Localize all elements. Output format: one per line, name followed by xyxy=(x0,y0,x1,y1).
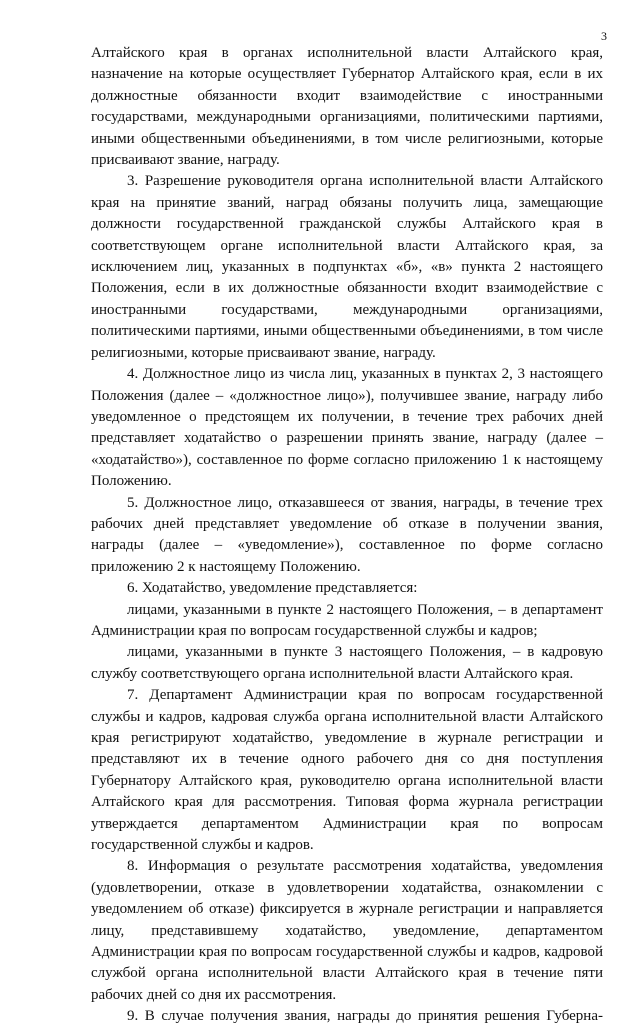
paragraph: 5. Должностное лицо, отказавшееся от звания, награды, в течение трех рабочих дней представляет уведомление об отказе в получении звания, награды (далее – «уведомление»), составленное по форме согласно приложению 2 к настоящему Положению. xyxy=(91,494,603,575)
paragraph: лицами, указанными в пункте 2 настоящего Положения, – в департамент Администрации края по вопросам государственной службы и кадров; xyxy=(91,601,603,639)
paragraph: 9. В случае получения звания, награды до принятия решения Губерна- xyxy=(127,1008,603,1025)
paragraph: 8. Информация о результате рассмотрения ходатайства, уведомления (удовлетворении, отказе в удовлетворении ходатайства, ознакомлении с уведомлением об отказе) фиксируется в журнале регистрации и направляется лицу, представившему ходатайство, уведомление, департаментом Администрации края по вопросам государственной службы и кадров, кадровой службой органа исполнительной власти Алтайского края в течение пяти рабочих дней со дня их рассмотрения. xyxy=(91,858,603,1003)
page-number: 3 xyxy=(601,29,607,43)
paragraph: лицами, указанными в пункте 3 настоящего Положения, – в кадровую службу соответствующего органа исполнительной власти Алтайского края. xyxy=(91,644,603,682)
document-body xyxy=(91,43,603,1028)
paragraph: 3. Разрешение руководителя органа исполнительной власти Алтайского края на принятие званий, наград обязаны получить лица, замещающие должности государственной гражданской службы Алтайского края в соответствующем органе исполнительной власти Алтайского края, за исключением лиц, указанных в подпунктах «б», «в» пункта 2 настоящего Положения, если в их должностные обязанности входит взаимодействие с иностранными государствами, международными организациями, политическими партиями, иными общественными объединениями, в том числе религиозными, которые присваивают звание, награду. xyxy=(91,173,603,361)
paragraph: 7. Департамент Администрации края по вопросам государственной службы и кадров, кадровая служба органа исполнительной власти Алтайского края регистрируют ходатайство, уведомление в журнале регистрации и представляют их в течение одного рабочего дня со дня поступления Губернатору Алтайского края, руководителю органа исполнительной власти Алтайского края для рассмотрения. Типовая форма журнала регистрации утверждается департаментом Администрации края по вопросам государственной службы и кадров. xyxy=(91,687,603,854)
paragraph: Алтайского края в органах исполнительной власти Алтайского края, назначение на которые осуществляет Губернатор Алтайского края, если в их должностные обязанности входит взаимодействие с иностранными государствами, международными организациями, политическими партиями, иными общественными объединениями, в том числе религиозными, которые присваивают звание, награду. xyxy=(91,45,603,169)
paragraph: 6. Ходатайство, уведомление представляется: xyxy=(127,580,418,597)
paragraph: 4. Должностное лицо из числа лиц, указанных в пунктах 2, 3 настоящего Положения (далее – «должностное лицо»), получившее звание, награду либо уведомленное о предстоящем их получении, в течение трех рабочих дней представляет ходатайство о разрешении принять звание, награду (далее – «ходатайство»), составленное по форме согласно приложению 1 к настоящему Положению. xyxy=(91,366,603,490)
